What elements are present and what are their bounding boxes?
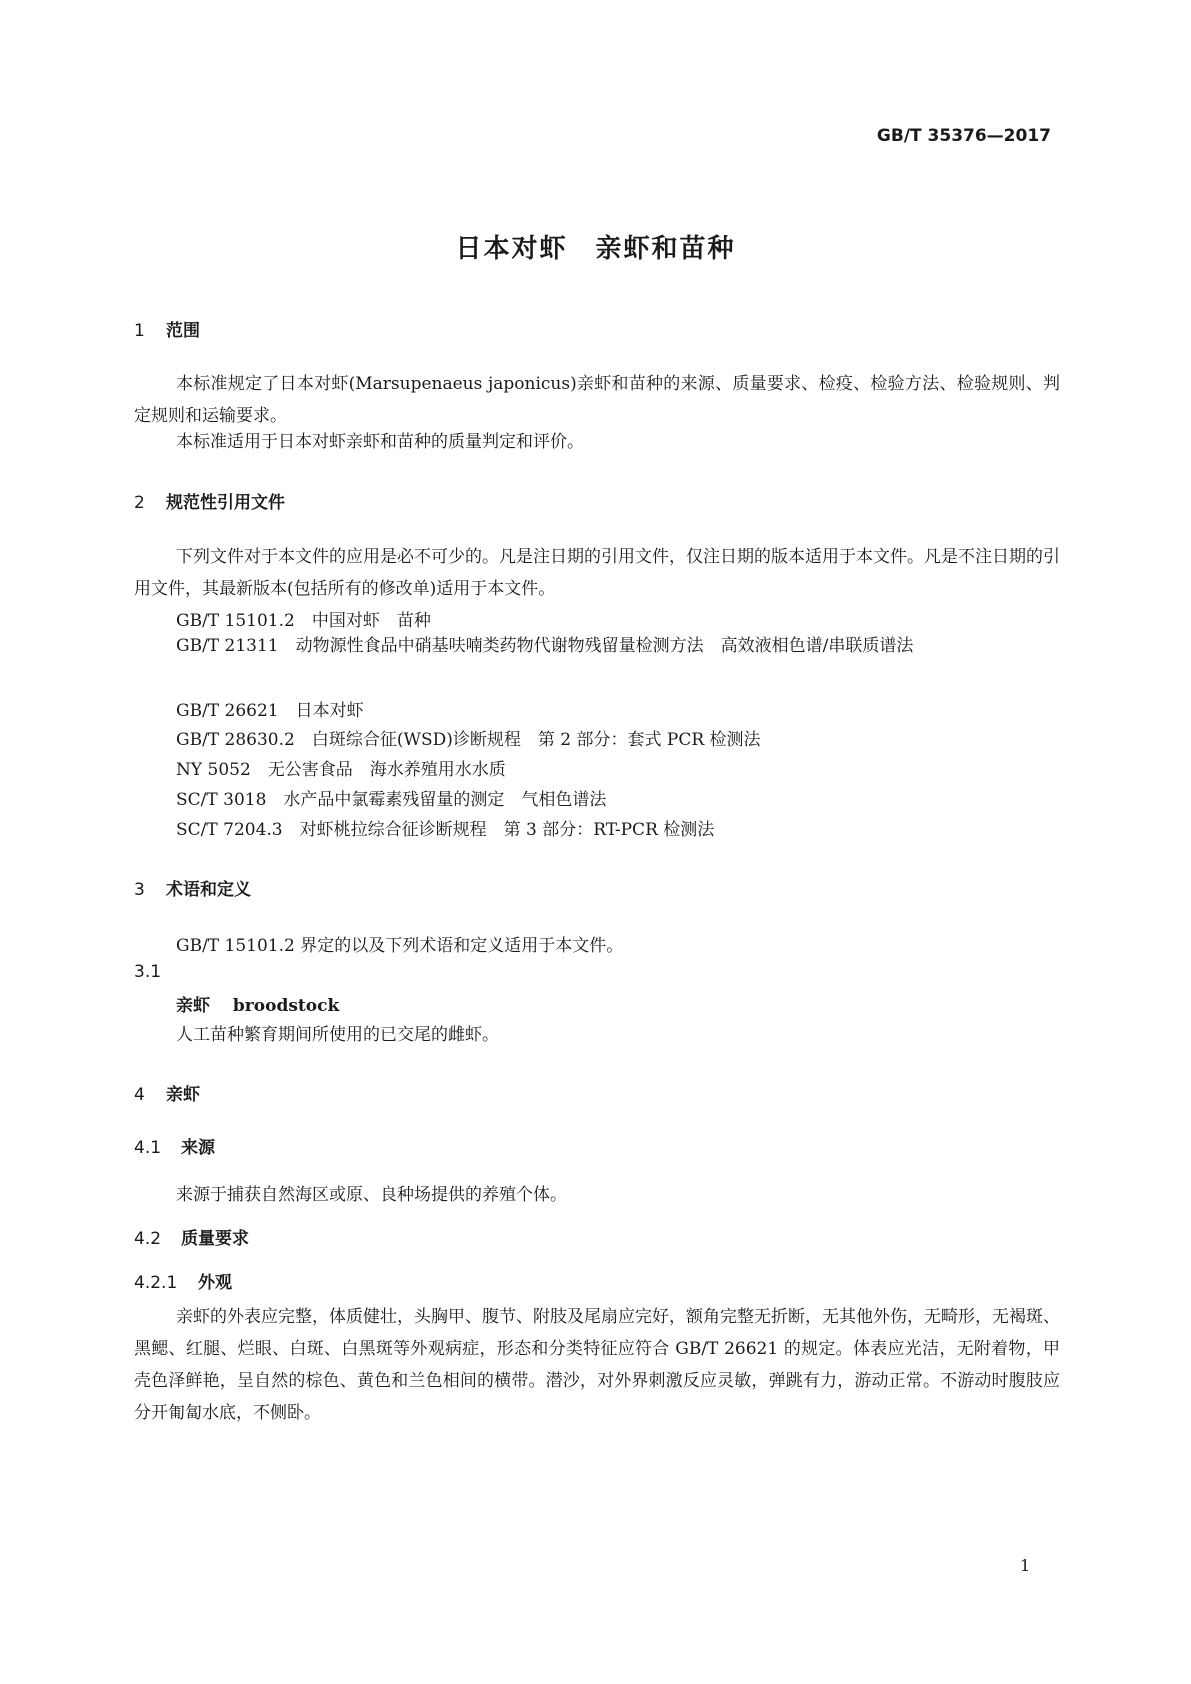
section-title: 外观 [198, 1273, 232, 1293]
scope-paragraph-1: 本标准规定了日本对虾(Marsupenaeus japonicus)亲虾和苗种的来源、质量要求、检疫、检验方法、检验规则、判定规则和运输要求。 [134, 374, 1060, 426]
section-4-2-1-heading [134, 1268, 232, 1293]
section-title: 范围 [166, 321, 200, 341]
section-number: 3 [134, 880, 145, 900]
standard-number: GB/T 35376—2017 [876, 126, 1051, 146]
section-title: 亲虾 [166, 1085, 200, 1105]
section-number: 4.2 [134, 1229, 162, 1249]
reference-item: GB/T 21311 动物源性食品中硝基呋喃类药物代谢物残留量检测方法 高效液相色谱/串联质谱法 [176, 636, 914, 656]
section-number: 4.1 [134, 1138, 162, 1158]
section-4-1-heading [134, 1133, 215, 1158]
term-number: 3.1 [134, 962, 162, 982]
section-title: 质量要求 [181, 1229, 249, 1249]
appearance-paragraph: 亲虾的外表应完整，体质健壮，头胸甲、腹节、附肢及尾扇应完好，额角完整无折断，无其他外伤，无畸形，无褐斑、黑鳃、红腿、烂眼、白斑、白黑斑等外观病症，形态和分类特征应符合 GB/T 26621 的规定。体表应光洁，无附着物，甲壳色泽鲜艳，呈自然的棕色、黄色和兰色相间的横带。潜沙，对外界刺激反应灵敏，弹跳有力，游动正常。不游动时腹肢应分开匍匐水底，不侧卧。 [134, 1307, 1060, 1423]
reference-item: GB/T 28630.2 白斑综合征(WSD)诊断规程 第 2 部分：套式 PCR 检测法 [176, 730, 761, 750]
scope-paragraph-2: 本标准适用于日本对虾亲虾和苗种的质量判定和评价。 [176, 432, 584, 452]
reference-item: GB/T 15101.2 中国对虾 苗种 [176, 611, 431, 631]
source-paragraph: 来源于捕获自然海区或原、良种场提供的养殖个体。 [176, 1185, 567, 1205]
term-heading [176, 991, 339, 1016]
section-4-2-heading [134, 1224, 249, 1249]
section-title: 术语和定义 [166, 880, 251, 900]
section-title: 来源 [181, 1138, 215, 1158]
term-chinese: 亲虾 [176, 996, 210, 1016]
section-2-heading [134, 488, 285, 513]
section-number: 4 [134, 1085, 145, 1105]
reference-item: GB/T 26621 日本对虾 [176, 701, 364, 721]
term-definition: 人工苗种繁育期间所使用的已交尾的雌虾。 [176, 1025, 499, 1045]
normative-references-intro: 下列文件对于本文件的应用是必不可少的。凡是注日期的引用文件，仅注日期的版本适用于本文件。凡是不注日期的引用文件，其最新版本(包括所有的修改单)适用于本文件。 [134, 547, 1060, 599]
section-4-heading [134, 1080, 200, 1105]
document-title: 日本对虾 亲虾和苗种 [455, 234, 736, 264]
page-number: 1 [1020, 1556, 1031, 1575]
section-number: 4.2.1 [134, 1273, 178, 1293]
reference-item: NY 5052 无公害食品 海水养殖用水水质 [176, 760, 506, 780]
section-3-heading [134, 875, 251, 900]
section-title: 规范性引用文件 [166, 493, 285, 513]
reference-item: SC/T 3018 水产品中氯霉素残留量的测定 气相色谱法 [176, 790, 607, 810]
section-number: 2 [134, 493, 145, 513]
terms-intro: GB/T 15101.2 界定的以及下列术语和定义适用于本文件。 [176, 936, 624, 956]
reference-item: SC/T 7204.3 对虾桃拉综合征诊断规程 第 3 部分：RT-PCR 检测法 [176, 820, 715, 840]
section-number: 1 [134, 321, 145, 341]
term-english: broodstock [232, 996, 340, 1016]
section-1-heading [134, 316, 200, 341]
